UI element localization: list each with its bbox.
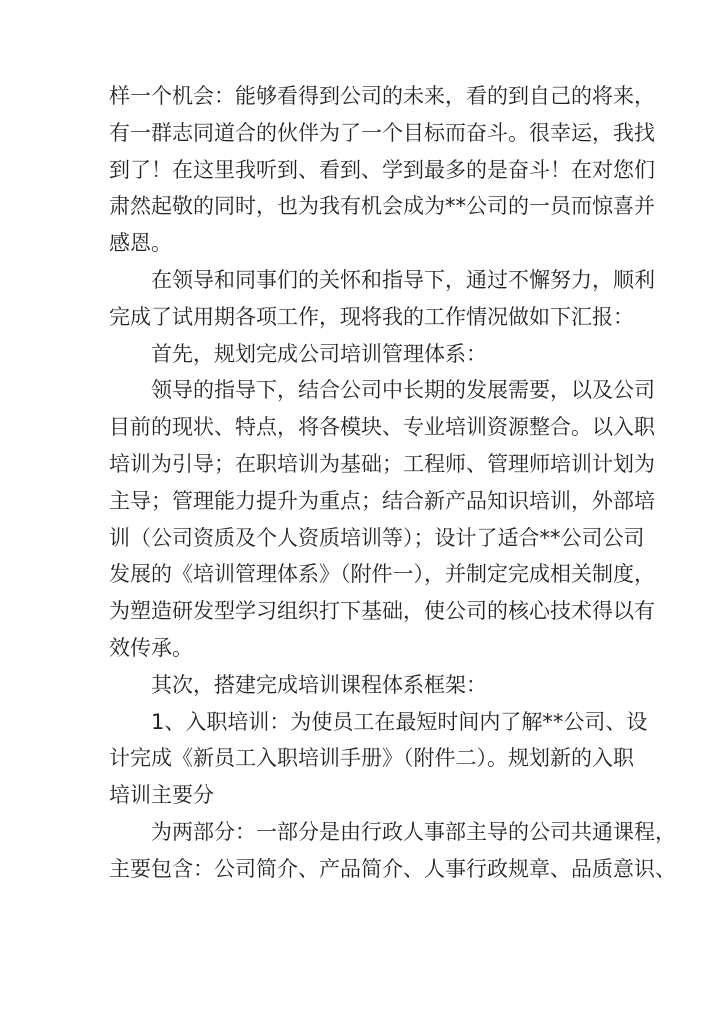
text-line: 1、入职培训：为使员工在最短时间内了解**公司、设 (151, 709, 648, 734)
text-line: 培训为引导；在职培训为基础；工程师、管理师培训计划为 (109, 451, 655, 476)
text-line: 有一群志同道合的伙伴为了一个目标而奋斗。很幸运，我找 (109, 120, 655, 145)
text-line: 到了！在这里我听到、看到、学到最多的是奋斗！在对您们 (109, 157, 655, 182)
text-line: 首先，规划完成公司培训管理体系： (151, 341, 487, 366)
text-line: 训（公司资质及个人资质培训等）；设计了适合**公司公司 (109, 525, 645, 550)
text-line: 感恩。 (109, 231, 172, 256)
document-page (109, 78, 676, 888)
text-line: 肃然起敬的同时，也为我有机会成为**公司的一员而惊喜并 (109, 194, 655, 219)
text-line: 效传承。 (109, 635, 193, 660)
text-line: 主要包含：公司简介、产品简介、人事行政规章、品质意识、 (109, 856, 676, 881)
text-line: 样一个机会：能够看得到公司的未来，看的到自己的将来， (109, 84, 655, 108)
text-line: 培训主要分 (109, 783, 214, 808)
text-line: 主导；管理能力提升为重点；结合新产品知识培训，外部培 (109, 488, 655, 513)
text-line: 为塑造研发型学习组织打下基础，使公司的核心技术得以有 (109, 599, 655, 624)
text-line: 计完成《新员工入职培训手册》（附件二）。规划新的入职 (109, 746, 634, 771)
text-line: 为两部分：一部分是由行政人事部主导的公司共通课程， (151, 819, 676, 844)
text-line: 完成了试用期各项工作，现将我的工作情况做如下汇报： (109, 304, 634, 329)
text-line: 在领导和同事们的关怀和指导下，通过不懈努力，顺利 (151, 267, 655, 292)
text-line: 领导的指导下，结合公司中长期的发展需要，以及公司 (151, 378, 655, 403)
text-line: 发展的《培训管理体系》（附件一），并制定完成相关制度， (109, 562, 655, 587)
text-line: 目前的现状、特点，将各模块、专业培训资源整合。以入职 (109, 415, 655, 440)
text-line: 其次，搭建完成培训课程体系框架： (151, 672, 487, 697)
